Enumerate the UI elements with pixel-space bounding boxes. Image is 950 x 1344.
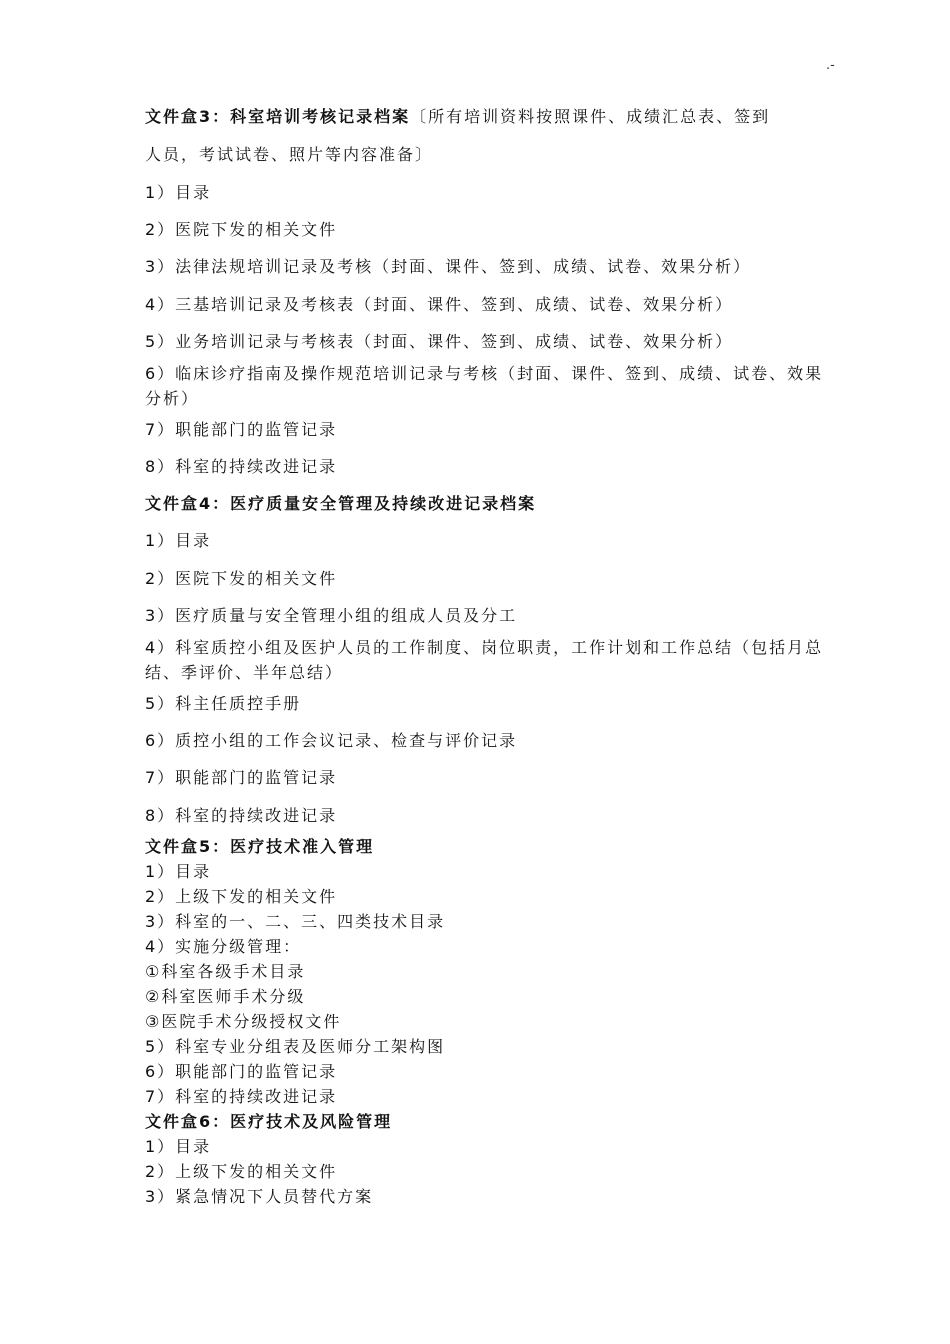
box3-item: 7）职能部门的监管记录 [145,420,338,439]
box3-item: 3）法律法规培训记录及考核（封面、课件、签到、成绩、试卷、效果分析） [145,257,752,276]
box6-item: 1）目录 [145,1137,212,1156]
box4-item: 4）科室质控小组及医护人员的工作制度、岗位职责，工作计划和工作总结（包括月总结、季评价、半年总结） [145,638,824,682]
box5-item: 4）实施分级管理： [145,937,302,956]
box3-item: 8）科室的持续改进记录 [145,457,338,476]
box5-subitem: ②科室医师手术分级 [145,987,306,1006]
box6-item: 2）上级下发的相关文件 [145,1162,338,1181]
page-mark: .- [826,58,835,73]
box6-title: 文件盒6：医疗技术及风险管理 [145,1112,393,1131]
box3-note-line1: 〔所有培训资料按照课件、成绩汇总表、签到 [410,107,771,126]
box4-item: 1）目录 [145,531,212,550]
box4-item: 6）质控小组的工作会议记录、检查与评价记录 [145,731,518,750]
box5-item: 6）职能部门的监管记录 [145,1062,338,1081]
box4-item: 8）科室的持续改进记录 [145,806,338,825]
box3-item: 4）三基培训记录及考核表（封面、课件、签到、成绩、试卷、效果分析） [145,295,734,314]
box4-item: 7）职能部门的监管记录 [145,768,338,787]
box3-heading [145,104,770,127]
box5-item: 5）科室专业分组表及医师分工架构图 [145,1037,446,1056]
box3-item: 1）目录 [145,183,212,202]
box5-subitem: ①科室各级手术目录 [145,962,306,981]
box3-note-line2: 人员，考试试卷、照片等内容准备〕 [145,145,434,164]
box3-title: 文件盒3：科室培训考核记录档案 [145,107,411,126]
box5-item: 3）科室的一、二、三、四类技术目录 [145,912,446,931]
box6-item: 3）紧急情况下人员替代方案 [145,1187,374,1206]
box3-item: 5）业务培训记录与考核表（封面、课件、签到、成绩、试卷、效果分析） [145,332,734,351]
box5-item: 7）科室的持续改进记录 [145,1087,338,1106]
box5-title: 文件盒5：医疗技术准入管理 [145,837,375,856]
box4-item: 5）科主任质控手册 [145,694,302,713]
box5-item: 2）上级下发的相关文件 [145,887,338,906]
box4-item: 3）医疗质量与安全管理小组的组成人员及分工 [145,606,518,625]
box3-item: 2）医院下发的相关文件 [145,220,338,239]
box5-subitem: ③医院手术分级授权文件 [145,1012,342,1031]
box5-item: 1）目录 [145,862,212,881]
box4-item: 2）医院下发的相关文件 [145,569,338,588]
box4-title: 文件盒4：医疗质量安全管理及持续改进记录档案 [145,494,537,513]
box3-item: 6）临床诊疗指南及操作规范培训记录与考核（封面、课件、签到、成绩、试卷、效果分析） [145,364,824,408]
